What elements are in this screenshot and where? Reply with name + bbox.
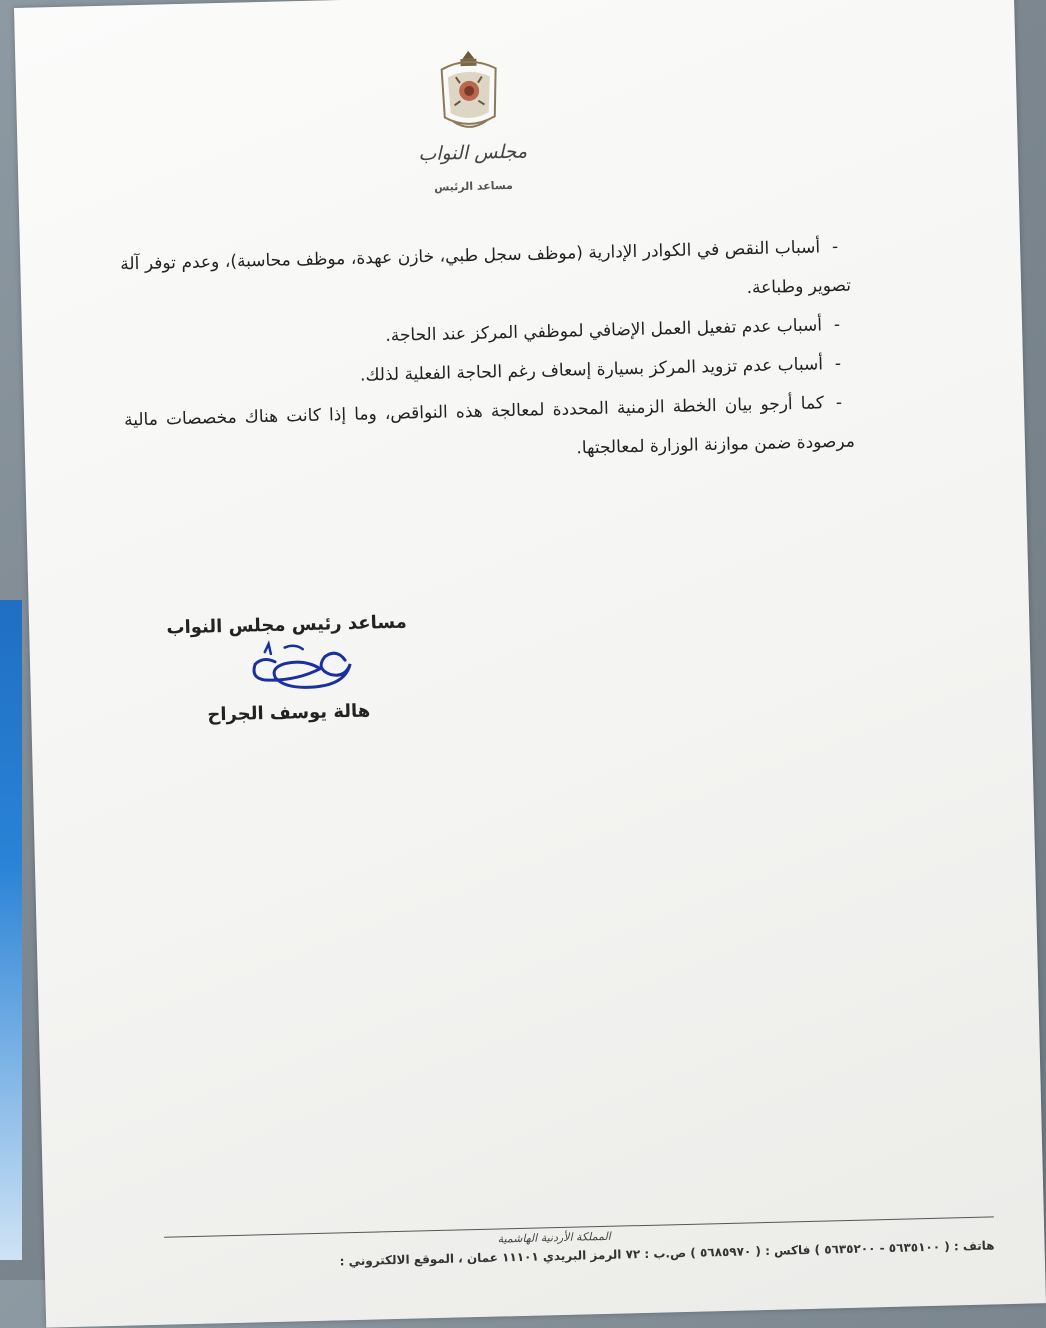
list-dash: - bbox=[835, 392, 843, 414]
signatory-title: مساعد رئيس مجلس النواب bbox=[166, 611, 408, 639]
item-text: أسباب عدم تزويد المركز بسيارة إسعاف رغم الحاجة الفعلية لذلك. bbox=[359, 354, 824, 386]
footer-contact bbox=[275, 1236, 995, 1272]
item-text: أسباب النقص في الكوادر الإدارية (موظف سجل طبي، خازن عهدة، موظف محاسبة)، وعدم توفر آلة تصوير وطباعة. bbox=[120, 237, 852, 299]
handwritten-signature bbox=[145, 636, 431, 703]
council-name: مجلس النواب bbox=[418, 140, 528, 166]
letter-body bbox=[120, 228, 855, 480]
blue-folder-edge bbox=[0, 600, 22, 1260]
jordan-coat-of-arms-icon bbox=[433, 46, 505, 138]
kingdom-ornament: المملكة الأردنية الهاشمية bbox=[497, 1229, 611, 1246]
letter-page bbox=[14, 0, 1046, 1328]
signatory-name: هالة يوسف الجراح bbox=[207, 700, 371, 726]
item-text: كما أرجو بيان الخطة الزمنية المحددة لمعالجة هذه النواقص، وما إذا كانت هناك مخصصات مالية مرصودة ضمن موازنة الوزارة لمعالجتها. bbox=[123, 393, 856, 459]
footer-contact-line: هاتف : ( ٥٦٣٥١٠٠ - ٥٦٣٥٢٠٠ ) فاكس : ( ٥٦٨٥٩٧٠ ) ص.ب : ٧٢ الرمز البريدي ١١١٠١ عمان ، الموقع الالكتروني : bbox=[339, 1238, 995, 1269]
list-item bbox=[124, 384, 856, 480]
list-dash: - bbox=[833, 314, 841, 336]
list-dash: - bbox=[834, 353, 842, 375]
item-text: أسباب عدم تفعيل العمل الإضافي لموظفي المركز عند الحاجة. bbox=[385, 315, 823, 347]
signature-block bbox=[144, 608, 432, 731]
office-title: مساعد الرئيس bbox=[433, 178, 514, 194]
list-dash: - bbox=[831, 236, 839, 258]
